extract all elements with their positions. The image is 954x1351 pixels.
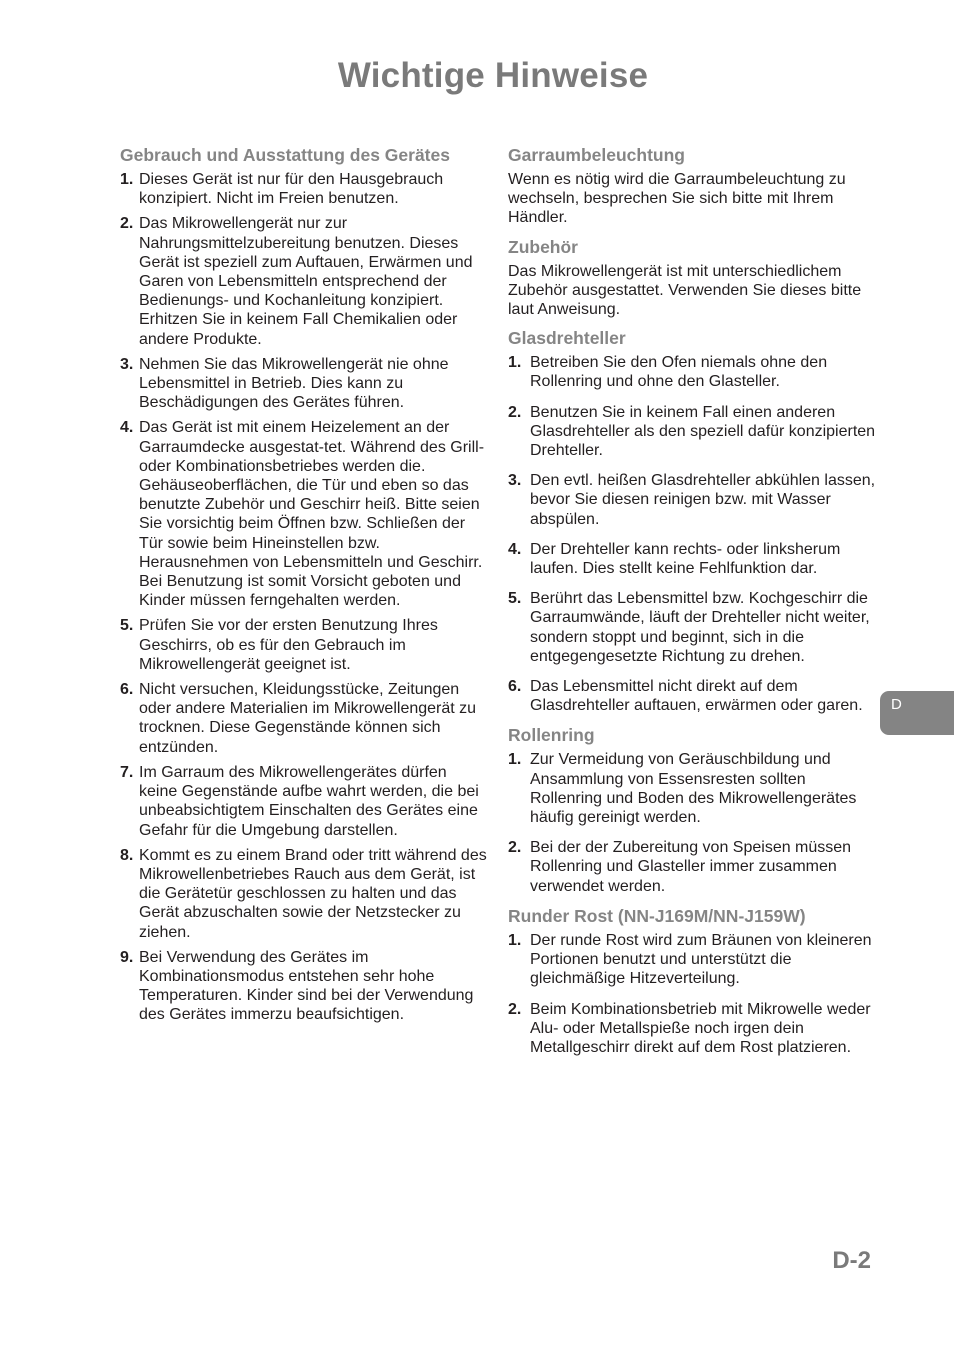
glasdrehteller-list <box>508 353 880 715</box>
language-tab-label: D <box>891 696 902 713</box>
list-item: 7. Im Garraum des Mikrowellengerätes dürfen keine Gegenstände aufbe wahrt werden, die bei unbeabsichtigtem Einschalten des Gerätes eine Gefahr für die Umgebung darstellen. <box>120 763 479 839</box>
list-item: 1. Betreiben Sie den Ofen niemals ohne den Rollenring und ohne den Glasteller. <box>508 354 828 391</box>
list-item: 3. Nehmen Sie das Mikrowellengerät nie ohne Lebensmittel in Betrieb. Dies kann zu Beschädigungen des Gerätes führen. <box>120 355 449 412</box>
section-heading-garraumbeleuchtung: Garraumbeleuchtung <box>508 145 685 165</box>
zubehoer-text: Das Mikrowellengerät ist mit unterschiedlichem Zubehör ausgestattet. Verwenden Sie dieses bitte laut Anweisung. <box>508 262 862 319</box>
section-heading-zubehoer: Zubehör <box>508 236 578 257</box>
list-item: 1. Der runde Rost wird zum Bräunen von kleineren Portionen benutzt und unterstützt die gleichmäßige Hitzeverteilung. <box>508 931 872 988</box>
section-heading-runder-rost: Runder Rost (NN-J169M/NN-J159W) <box>508 905 806 926</box>
section-heading-rollenring: Rollenring <box>508 725 595 746</box>
list-item: 1. Zur Vermeidung von Geräuschbildung und Ansammlung von Essensresten sollten Rollenring und Boden des Mikrowellengerätes häufig gereinigt werden. <box>508 751 857 827</box>
page-number: D-2 <box>832 1247 871 1274</box>
right-column <box>508 146 880 1068</box>
list-item: 2. Beim Kombinationsbetrieb mit Mikrowelle weder Alu- oder Metallspieße noch irgen dein Metallgeschirr direkt auf dem Rost platzieren. <box>508 1000 871 1056</box>
section-heading-glasdrehteller: Glasdrehteller <box>508 328 626 349</box>
page-title: Wichtige Hinweise <box>337 56 649 95</box>
list-item: 5. Prüfen Sie vor der ersten Benutzung Ihres Geschirrs, ob es für den Gebrauch im Mikrowellengerät geeignet ist. <box>120 617 438 673</box>
list-item: 6. Das Lebensmittel nicht direkt auf dem Glasdrehteller auftauen, erwärmen oder garen. <box>508 678 863 715</box>
list-item: 4. Das Gerät ist mit einem Heizelement an der Garraumdecke ausgestat-tet. Während des Grill- oder Kombinationsbetriebes werden die. Gehäuseoberflächen, die Tür und eben so das benutzte Zubehör und Geschirr heiß. Bitte seien Sie vorsichtig beim Öffnen bzw. Schließen der Tür sowie beim Hineinstellen bzw. Herausnehmen von Lebensmitteln und Geschirr. Bei Benutzung ist somit Vorsicht geboten und Kinder müssen ferngehalten werden. <box>120 419 485 610</box>
list-item: 4. Der Drehteller kann rechts- oder linksherum laufen. Dies stellt keine Fehlfunktion dar. <box>508 540 841 578</box>
list-item: 5. Berührt das Lebensmittel bzw. Kochgeschirr die Garraumwände, läuft der Drehteller nicht weiter, sondern stoppt und beginnt, sich in die entgegengesetzte Richtung zu drehen. <box>508 590 870 665</box>
list-item: 9. Bei Verwendung des Gerätes im Kombinationsmodus entstehen sehr hohe Temperaturen. Kinder sind bei der Verwendung des Gerätes immerzu beaufsichtigen. <box>120 948 474 1024</box>
runder-rost-list <box>508 931 880 1057</box>
list-item: 3. Den evtl. heißen Glasdrehteller abkühlen lassen, bevor Sie diesen reinigen bzw. mit Wasser abspülen. <box>508 472 876 528</box>
gebrauch-list <box>120 170 488 1025</box>
list-item: 6. Nicht versuchen, Kleidungsstücke, Zeitungen oder andere Materialien im Mikrowellengerät zu trocknen. Diese Gegenstände können sich entzünden. <box>120 681 477 756</box>
list-item: 2. Bei der der Zubereitung von Speisen müssen Rollenring und Glasteller immer zusammen verwendet werden. <box>508 839 852 895</box>
language-tab <box>880 691 954 735</box>
list-item: 2. Benutzen Sie in keinem Fall einen anderen Glasdrehteller als den speziell dafür konzipierten Drehteller. <box>508 403 876 460</box>
rollenring-list <box>508 750 880 895</box>
section-heading-gebrauch: Gebrauch und Ausstattung des Gerätes <box>120 145 450 165</box>
list-item: 2. Das Mikrowellengerät nur zur Nahrungsmittelzubereitung benutzen. Dieses Gerät ist speziell zum Auftauen, Erwärmen und Garen von Lebensmitteln entsprechend der Bedienungs- und Kochanleitung konzipiert. Erhitzen Sie in keinem Fall Chemikalien oder andere Produkte. <box>120 215 473 348</box>
left-column <box>120 146 488 1035</box>
list-item: 8. Kommt es zu einem Brand oder tritt während des Mikrowellenbetriebes Rauch aus dem Gerät, ist die Gerätetür geschlossen zu halten und das Gerät abzuschalten sowie der Netzstecker zu ziehen. <box>120 846 487 941</box>
list-item: 1. Dieses Gerät ist nur für den Hausgebrauch konzipiert. Nicht im Freien benutzen. <box>120 171 444 208</box>
garraumbeleuchtung-text: Wenn es nötig wird die Garraumbeleuchtung zu wechseln, besprechen Sie sich bitte mit Ihrem Händler. <box>508 171 846 227</box>
